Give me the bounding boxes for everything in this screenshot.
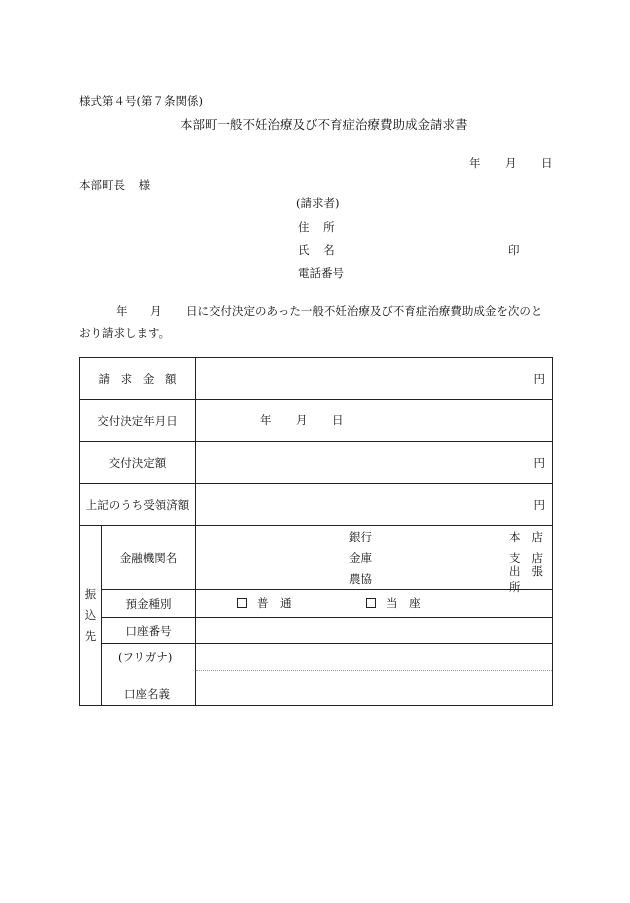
grant-amount-label: 交付決定額 [80, 442, 196, 484]
grant-date-label: 交付決定年月日 [80, 400, 196, 442]
applicant-name-label: 氏 名 [298, 243, 335, 257]
account-number-label: 口座番号 [102, 618, 196, 644]
yen-unit: 円 [533, 455, 545, 470]
addressee: 本部町長 様 [79, 178, 151, 192]
body-year: 年 [116, 304, 128, 318]
table-row [80, 484, 553, 526]
table-row [80, 358, 553, 400]
applicant-address-label: 住 所 [298, 220, 335, 234]
received-amount-label: 上記のうち受領済額 [80, 484, 196, 526]
claim-table [79, 357, 553, 706]
table-row [80, 400, 553, 442]
grant-date-day: 日 [332, 413, 344, 427]
claim-amount-label: 請 求 金 額 [80, 358, 196, 400]
checkbox-icon [366, 598, 376, 608]
bank-name-cell[interactable] [196, 526, 553, 594]
table-row [80, 590, 553, 618]
date-year: 年 [469, 156, 481, 170]
furigana-label: (フリガナ) [118, 650, 173, 664]
deposit-type-label: 預金種別 [102, 590, 196, 618]
deposit-type-cell [196, 590, 553, 618]
form-title: 本部町一般不妊治療及び不育症治療費助成金請求書 [180, 117, 468, 132]
bank-type-row: 銀行 本 店 [349, 529, 543, 544]
account-name-cell[interactable] [196, 644, 553, 706]
table-row [80, 618, 553, 644]
bank-name-label: 金融機関名 [102, 526, 196, 590]
deposit-option-checking[interactable]: 当 座 [366, 598, 421, 610]
date-month: 月 [505, 156, 517, 170]
account-name-label-cell [102, 644, 196, 706]
grant-amount-cell[interactable] [196, 442, 553, 484]
body-month: 月 [150, 304, 162, 318]
seal-mark: 印 [508, 243, 520, 257]
body-text-line1: 日に交付決定のあった一般不妊治療及び不育症治療費助成金を次のと [186, 304, 543, 318]
body-text-line2: おり請求します。 [79, 326, 171, 340]
applicant-phone-label: 電話番号 [298, 266, 344, 280]
yen-unit: 円 [533, 497, 545, 512]
table-row [80, 644, 553, 706]
table-row [80, 526, 553, 590]
account-number-cell[interactable] [196, 618, 553, 644]
form-number: 様式第４号(第７条関係) [79, 94, 203, 108]
received-amount-cell[interactable] [196, 484, 553, 526]
yen-unit: 円 [533, 371, 545, 386]
furigana-field[interactable] [196, 644, 552, 671]
applicant-heading: (請求者) [296, 196, 340, 210]
table-row [80, 442, 553, 484]
deposit-option-ordinary[interactable]: 普 通 [237, 598, 292, 610]
grant-date-cell[interactable] [196, 400, 553, 442]
claim-amount-cell[interactable] [196, 358, 553, 400]
transfer-destination-label: 振 込 先 [80, 526, 102, 706]
account-name-label: 口座名義 [124, 687, 170, 701]
bank-type-row: 金庫 支 店 [349, 550, 543, 565]
checkbox-icon [237, 598, 247, 608]
date-day: 日 [541, 156, 553, 170]
grant-date-month: 月 [296, 413, 308, 427]
bank-type-row: 農協 出張所 [349, 563, 543, 594]
grant-date-year: 年 [260, 413, 272, 427]
